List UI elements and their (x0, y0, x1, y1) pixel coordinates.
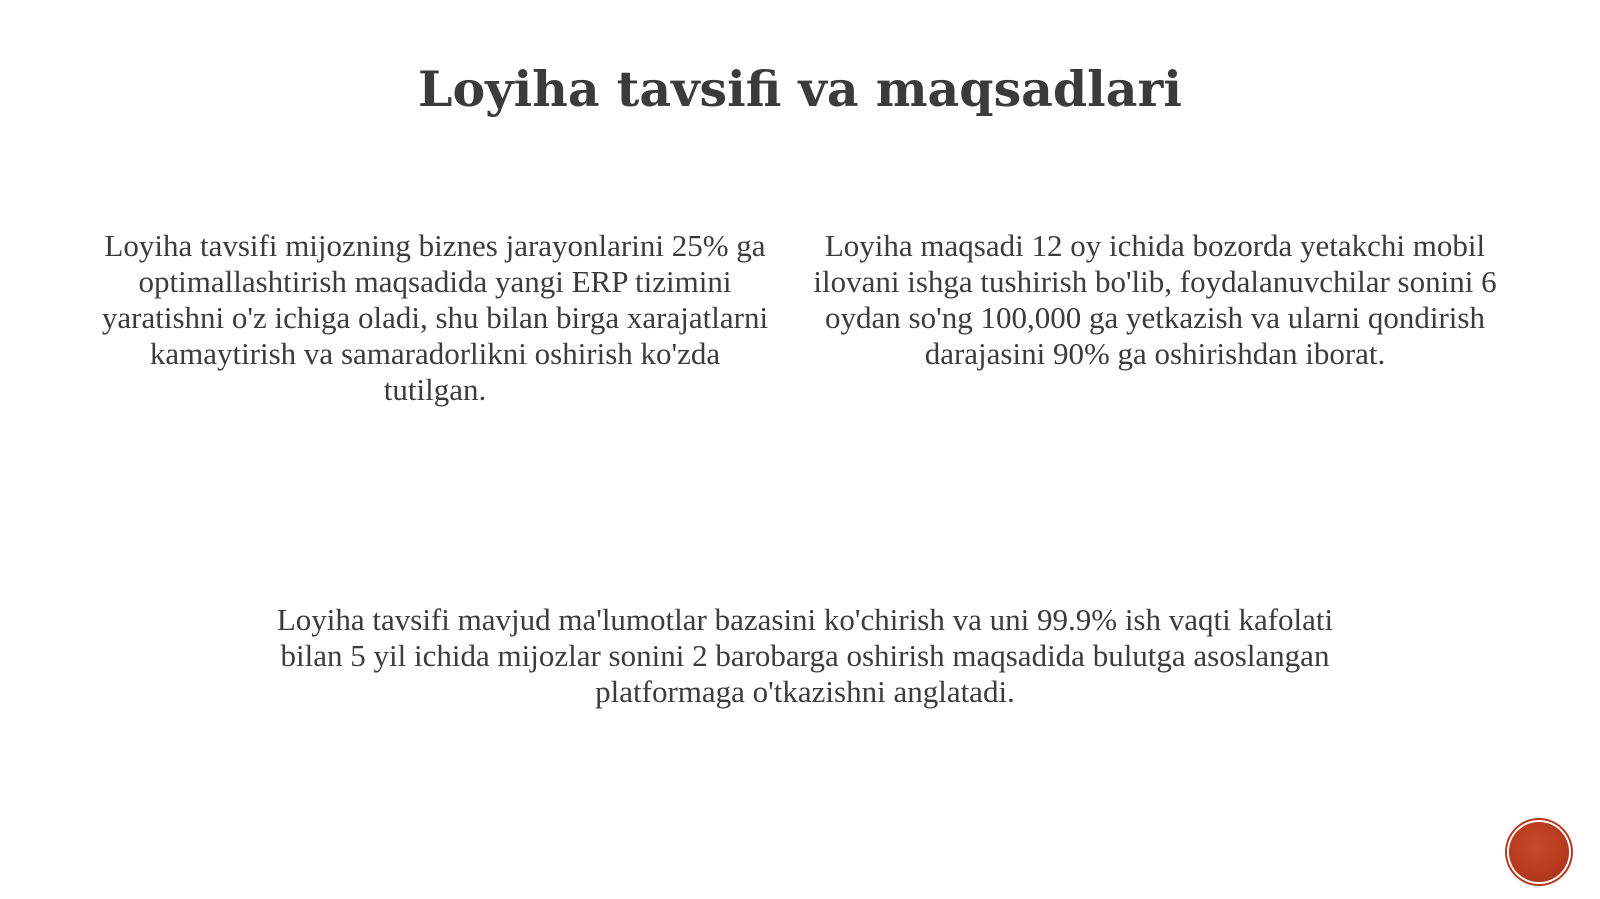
goal-paragraph-right: Loyiha maqsadi 12 oy ichida bozorda yetakchi mobil ilovani ishga tushirish bo'lib, foydalanuvchilar sonini 6 oydan so'ng 100,000 ga yetkazish va ularni qondirish darajasini 90% ga oshirishdan iborat. (813, 228, 1497, 371)
slide-title: Loyiha tavsifi va maqsadlari (418, 60, 1182, 118)
red-circle-nav-button[interactable] (1509, 822, 1569, 882)
description-paragraph-left: Loyiha tavsifi mijozning biznes jarayonlarini 25% ga optimallashtirish maqsadida yangi ERP tizimini yaratishni o'z ichiga oladi, shu bilan birga xarajatlarni kamaytirish va samaradorlikni oshirish ko'zda tutilgan. (101, 228, 769, 407)
description-paragraph-bottom: Loyiha tavsifi mavjud ma'lumotlar bazasini ko'chirish va uni 99.9% ish vaqti kafolati bilan 5 yil ichida mijozlar sonini 2 barobarga oshirish maqsadida bulutga asoslangan platformaga o'tkazishni anglatadi. (276, 602, 1334, 709)
